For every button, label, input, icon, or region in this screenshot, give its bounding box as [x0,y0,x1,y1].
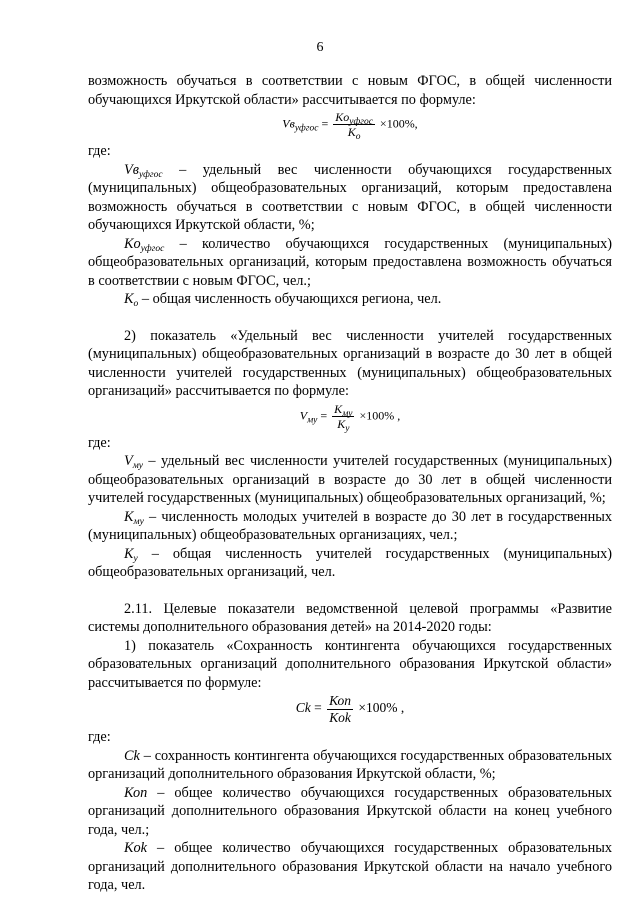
formula-3-denominator: Кok [329,709,351,725]
definition-text: – удельный вес численности обучающихся государственных (муниципальных) общеобразовательных организаций, которым предоставлена возможность обучаться в соответствии с новым ФГОС, в общей численности обучающихся Иркутской области, %; [88,161,612,233]
definition-text: – численность молодых учителей в возрасте до 30 лет в государственных (муниципальных) общеобразовательных организациях, чел.; [88,508,612,543]
formula-3-tail: ×100% , [358,700,405,716]
formula-2-num-sub: му [342,408,353,419]
definition-1-2 [88,235,612,291]
page-content [88,72,612,895]
definition-symbol-sub: му [133,516,144,527]
definition-text: – общая численность обучающихся региона, чел. [138,291,442,307]
formula-2-lhs: V [299,407,308,422]
formula-3-lhs: Ck [295,700,311,716]
definition-3-1 [88,747,612,784]
formula-2-num: K [334,401,343,416]
definition-symbol-sub: у [133,553,138,564]
formula-1-den-sub: о [355,132,361,142]
formula-2-den: K [337,416,346,431]
formula-1-eq: = [321,116,329,131]
formula-3-eq: = [314,700,322,716]
definition-symbol: Кok [124,840,147,856]
definition-2-3 [88,545,612,582]
formula-2 [88,401,612,434]
definition-symbol-sub: уфгос [140,243,165,254]
formula-2-fraction [332,401,354,434]
formula-2-eq: = [320,407,328,422]
formula-2-lhs-sub: му [307,414,318,425]
definition-3-2 [88,784,612,840]
definition-symbol: Ck [124,747,140,764]
formula-1-num: Kо [335,110,350,124]
formula-2-den-sub: у [345,423,350,434]
formula-1-tail: ×100%, [379,116,418,131]
definition-1-1 [88,161,612,235]
formula-1-lhs-sub: уфгос [294,123,319,134]
section-2-11-heading: 2.11. Целевые показатели ведомственной целевой программы «Развитие системы дополнительного образования детей» на 2014-2020 годы: [88,600,612,635]
formula-1-numerator [333,111,375,125]
formula-3-fraction [327,694,353,724]
definition-symbol: К [124,545,134,562]
definition-3-3 [88,839,612,895]
formula-3-numerator: Коп [329,693,352,708]
definition-text: – общее количество обучающихся государственных образовательных организаций дополнительного образования Иркутской области на начало учебного года, чел. [88,840,612,893]
definition-text: – общая численность учителей государственных (муниципальных) общеобразовательных организаций, чел. [88,545,612,580]
definition-symbol: Kо [124,235,141,252]
item-2-paragraph: 2) показатель «Удельный вес численности учителей государственных (муниципальных) общеобразовательных организаций в возрасте до 30 лет в общей численности учителей государственных (муниципальных) общеобразовательных организаций» рассчитывается по формуле: [88,327,612,399]
definition-1-3 [88,290,612,309]
definition-symbol: Vв [124,161,139,178]
definition-2-1 [88,452,612,508]
where-label-2: где: [88,434,111,451]
definition-symbol: К [124,508,134,525]
definition-symbol-sub: уфгос [138,169,163,180]
formula-1-fraction [333,110,375,142]
formula-1 [88,110,612,142]
where-label-1: где: [88,143,111,159]
formula-2-numerator [332,403,354,417]
definition-text: – количество обучающихся государственных (муниципальных) общеобразовательных организаций, которым предоставлена возможность обучаться в соответствии с новым ФГОС, чел.; [88,235,612,289]
spacer [88,582,612,600]
formula-1-num-sub: уфгос [349,117,373,127]
where-label-3: где: [88,729,111,745]
definition-text: – общее количество обучающихся государственных образовательных организаций дополнительного образования Иркутской области на конец учебного года, чел.; [88,784,612,838]
formula-3 [88,694,612,724]
spacer [88,309,612,327]
formula-2-tail: ×100% , [359,407,401,422]
definition-2-2 [88,508,612,545]
formula-1-lhs: Vв [282,116,295,131]
section-2-11-item-1: 1) показатель «Сохранность контингента обучающихся государственных образовательных организаций дополнительного образования Иркутской области» рассчитывается по формуле: [88,637,612,691]
formula-1-den: K [347,125,356,139]
page-number: 6 [316,40,324,55]
definition-symbol-sub: му [132,461,144,471]
definition-symbol: Коп [124,784,148,801]
definition-symbol: V [124,453,133,469]
definition-symbol-sub: о [133,299,139,309]
definition-text: – удельный вес численности учителей государственных (муниципальных) общеобразовательных организаций в возрасте до 30 лет в общей численности учителей государственных (муниципальных) общеобразовательных организаций, %; [88,453,612,506]
intro-paragraph: возможность обучаться в соответствии с новым ФГОС, в общей численности обучающихся Иркутской области» рассчитывается по формуле: [88,73,612,108]
definition-symbol: K [124,291,134,307]
definition-text: – сохранность контингента обучающихся государственных образовательных организаций дополнительного образования Иркутской области, %; [88,747,612,782]
